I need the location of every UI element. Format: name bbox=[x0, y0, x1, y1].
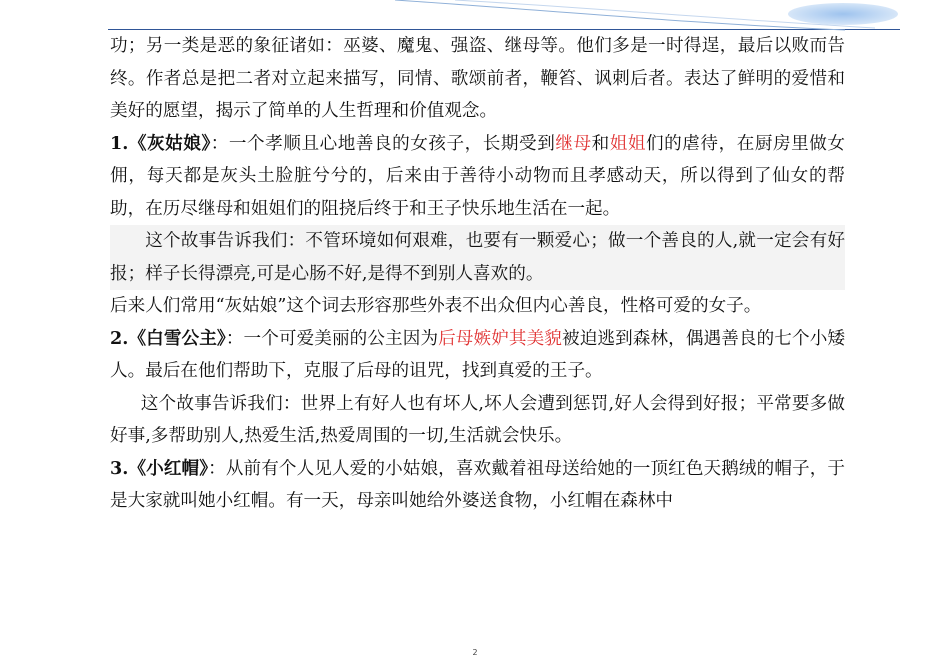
intro-paragraph: 功；另一类是恶的象征诸如：巫婆、魔鬼、强盗、继母等。他们多是一时得逞，最后以败而告终。作者总是把二者对立起来描写，同情、歌颂前者，鞭笞、讽刺后者。表达了鲜明的爱惜和美好的愿望，揭示了简单的人生哲理和价值观念。 bbox=[110, 36, 845, 121]
story-1-title: 1.《灰姑娘》 bbox=[110, 132, 211, 154]
highlight-stepmother: 继母 bbox=[555, 133, 592, 154]
story-2-paragraph: 2.《白雪公主》：一个可爱美丽的公主因为后母嫉妒其美貌被迫逃到森林，偶遇善良的七个小矮人。最后在他们帮助下，克服了后母的诅咒，找到真爱的王子。 bbox=[110, 327, 845, 381]
highlight-jealous-stepmother: 后母嫉妒其美貌 bbox=[438, 328, 562, 349]
story-3-title: 3.《小红帽》 bbox=[110, 457, 209, 479]
document-body bbox=[110, 30, 845, 518]
story-2-title: 2.《白雪公主》 bbox=[110, 327, 226, 349]
story-3-paragraph: 3.《小红帽》：从前有个人见人爱的小姑娘，喜欢戴着祖母送给她的一顶红色天鹅绒的帽子，于是大家就叫她小红帽。有一天，母亲叫她给外婆送食物，小红帽在森林中 bbox=[110, 457, 845, 511]
highlight-sisters: 姐姐 bbox=[609, 133, 647, 154]
header-decoration bbox=[395, 0, 915, 32]
story-1-moral: 这个故事告诉我们：不管环境如何艰难，也要有一颗爱心；做一个善良的人,就一定会有好报；样子长得漂亮,可是心肠不好,是得不到别人喜欢的。 bbox=[110, 225, 845, 290]
story-1-paragraph: 1.《灰姑娘》：一个孝顺且心地善良的女孩子，长期受到继母和姐姐们的虐待，在厨房里做女佣，每天都是灰头土脸脏兮兮的，后来由于善待小动物而且孝感动天，所以得到了仙女的帮助，在历尽继母和姐姐们的阻挠后终于和王子快乐地生活在一起。 bbox=[110, 132, 845, 219]
story-1-extra: 后来人们常用“灰姑娘”这个词去形容那些外表不出众但内心善良，性格可爱的女子。 bbox=[110, 296, 762, 316]
story-2-moral: 这个故事告诉我们：世界上有好人也有坏人,坏人会遭到惩罚,好人会得到好报；平常要多做好事,多帮助别人,热爱生活,热爱周围的一切,生活就会快乐。 bbox=[110, 393, 845, 446]
page-number: 2 bbox=[472, 648, 478, 657]
